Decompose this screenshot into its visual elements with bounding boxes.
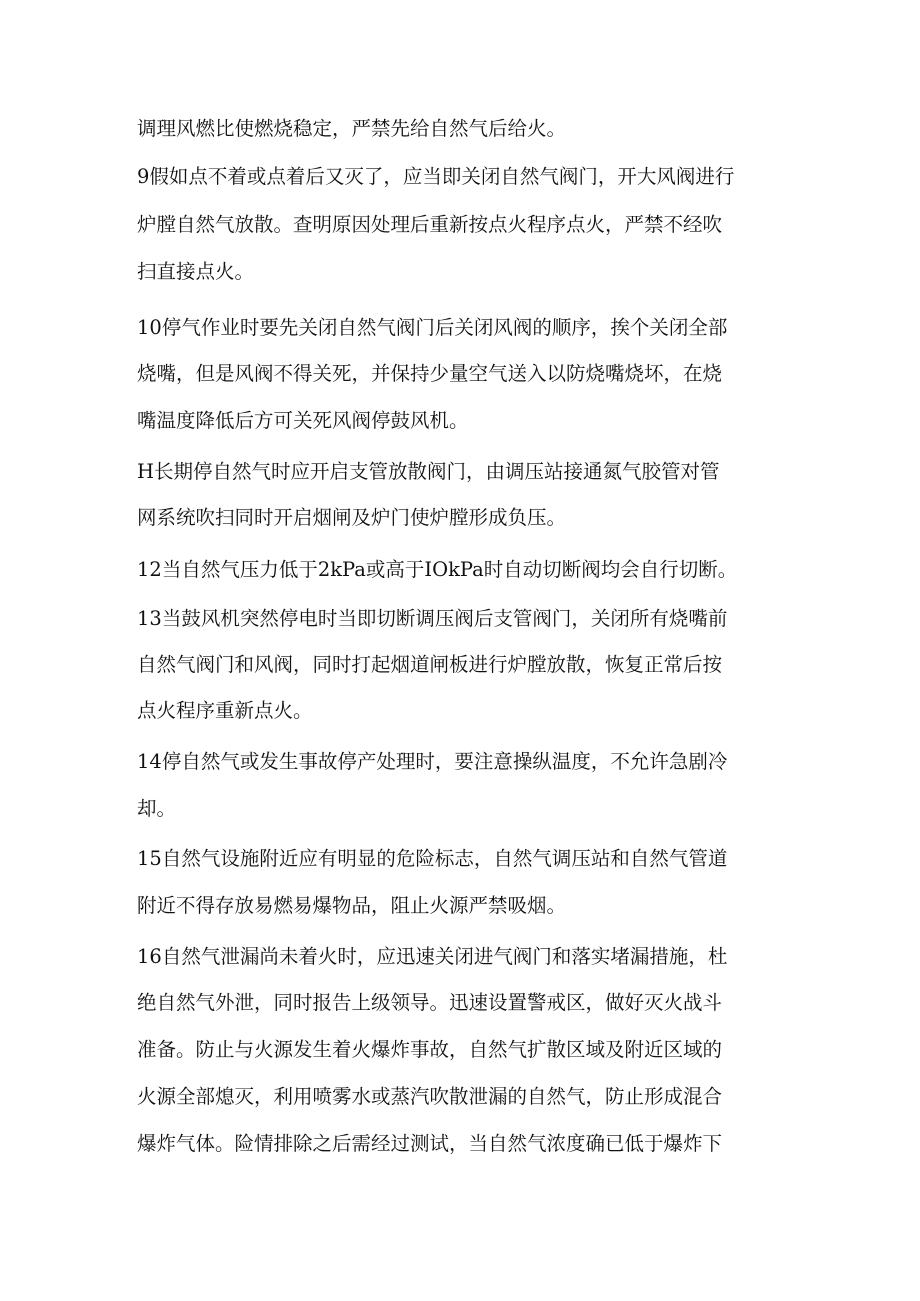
text-line: 10停气作业时要先关闭自然气阀门后关闭风阀的顺序，挨个关闭全部 — [137, 316, 728, 339]
text-line: 自然气阀门和风阀，同时打起烟道闸板进行炉膛放散，恢复正常后按 — [137, 653, 723, 676]
text-line: 14停自然气或发生事故停产处理时，要注意操纵温度，不允许急剧冷 — [137, 750, 728, 773]
text-line: 9假如点不着或点着后又灭了，应当即关闭自然气阀门，开大风阀进行 — [137, 165, 735, 188]
text-line: 附近不得存放易燃易爆物品，阻止火源严禁吸烟。 — [137, 894, 567, 917]
text-line: 16自然气泄漏尚未着火时，应迅速关闭进气阀门和落实堵漏措施，杜 — [137, 945, 728, 968]
text-line: 烧嘴，但是风阀不得关死，并保持少量空气送入以防烧嘴烧坏，在烧 — [137, 362, 723, 385]
text-line: 13当鼓风机突然停电时当即切断调压阀后支管阀门，关闭所有烧嘴前 — [137, 607, 728, 630]
text-line: 扫直接点火。 — [137, 260, 255, 283]
text-line: 炉膛自然气放散。查明原因处理后重新按点火程序点火，严禁不经吹 — [137, 213, 723, 236]
text-line: 却。 — [137, 797, 177, 820]
text-line: 嘴温度降低后方可关死风阀停鼓风机。 — [137, 409, 469, 432]
text-line: 爆炸气体。险情排除之后需经过测试，当自然气浓度确已低于爆炸下 — [137, 1132, 723, 1155]
text-line: 调理风燃比使燃烧稳定，严禁先给自然气后给火。 — [137, 117, 567, 140]
text-line: 火源全部熄灭，利用喷雾水或蒸汽吹散泄漏的自然气，防止形成混合 — [137, 1085, 723, 1108]
text-line: 准备。防止与火源发生着火爆炸事故，自然气扩散区域及附近区域的 — [137, 1038, 723, 1061]
text-line: 绝自然气外泄，同时报告上级领导。迅速设置警戒区，做好灭火战斗 — [137, 991, 723, 1014]
text-line: 15自然气设施附近应有明显的危险标志，自然气调压站和自然气管道 — [137, 847, 728, 870]
text-line: 点火程序重新点火。 — [137, 699, 313, 722]
text-line: 12当自然气压力低于2kPa或高于IOkPa时自动切断阀均会自行切断。 — [137, 558, 738, 581]
text-line: 网系统吹扫同时开启烟闸及炉门使炉膛形成负压。 — [137, 506, 567, 529]
text-line: H长期停自然气时应开启支管放散阀门，由调压站接通氮气胶管对管 — [137, 460, 720, 483]
